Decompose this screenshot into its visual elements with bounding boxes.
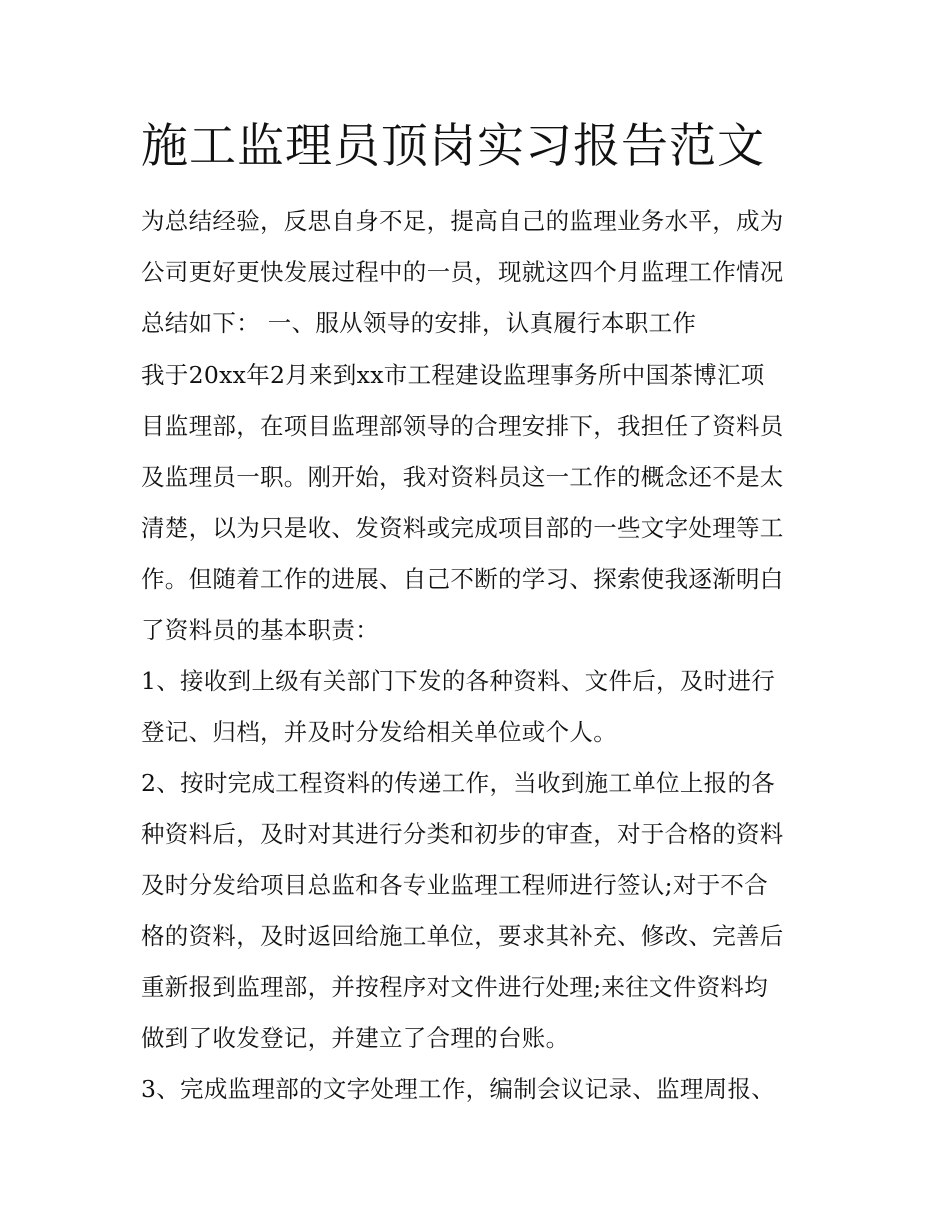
paragraph-line: 为总结经验，反思自身不足，提高自己的监理业务水平，成为 [141, 207, 784, 235]
list-item-line: 及时分发给项目总监和各专业监理工程师进行签认;对于不合 [141, 871, 769, 899]
list-item-line: 2、按时完成工程资料的传递工作，当收到施工单位上报的各 [141, 769, 776, 797]
paragraph-line: 作。但随着工作的进展、自己不断的学习、探索使我逐渐明白 [141, 565, 784, 593]
document-title: 施工监理员顶岗实习报告范文 [141, 119, 765, 174]
list-item-line: 做到了收发登记，并建立了合理的台账。 [141, 1024, 570, 1052]
paragraph-line: 我于20xx年2月来到xx市工程建设监理事务所中国茶博汇项 [141, 361, 765, 389]
paragraph-line: 及监理员一职。刚开始，我对资料员这一工作的概念还不是太 [141, 463, 784, 491]
list-item-line: 格的资料，及时返回给施工单位，要求其补充、修改、完善后 [141, 922, 784, 950]
paragraph-line: 清楚，以为只是收、发资料或完成项目部的一些文字处理等工 [141, 514, 784, 542]
paragraph-line: 目监理部，在项目监理部领导的合理安排下，我担任了资料员 [141, 412, 784, 440]
paragraph-line: 公司更好更快发展过程中的一员，现就这四个月监理工作情况 [141, 258, 784, 286]
list-item-line: 3、完成监理部的文字处理工作，编制会议记录、监理周报、 [141, 1075, 776, 1103]
list-item-line: 种资料后，及时对其进行分类和初步的审查，对于合格的资料 [141, 820, 784, 848]
list-item-line: 重新报到监理部，并按程序对文件进行处理;来往文件资料均 [141, 973, 769, 1001]
paragraph-line: 总结如下： 一、服从领导的安排，认真履行本职工作 [141, 309, 697, 337]
list-item-line: 1、接收到上级有关部门下发的各种资料、文件后，及时进行 [141, 667, 776, 695]
list-item-line: 登记、归档，并及时分发给相关单位或个人。 [141, 718, 617, 746]
paragraph-line: 了资料员的基本职责： [141, 616, 379, 644]
